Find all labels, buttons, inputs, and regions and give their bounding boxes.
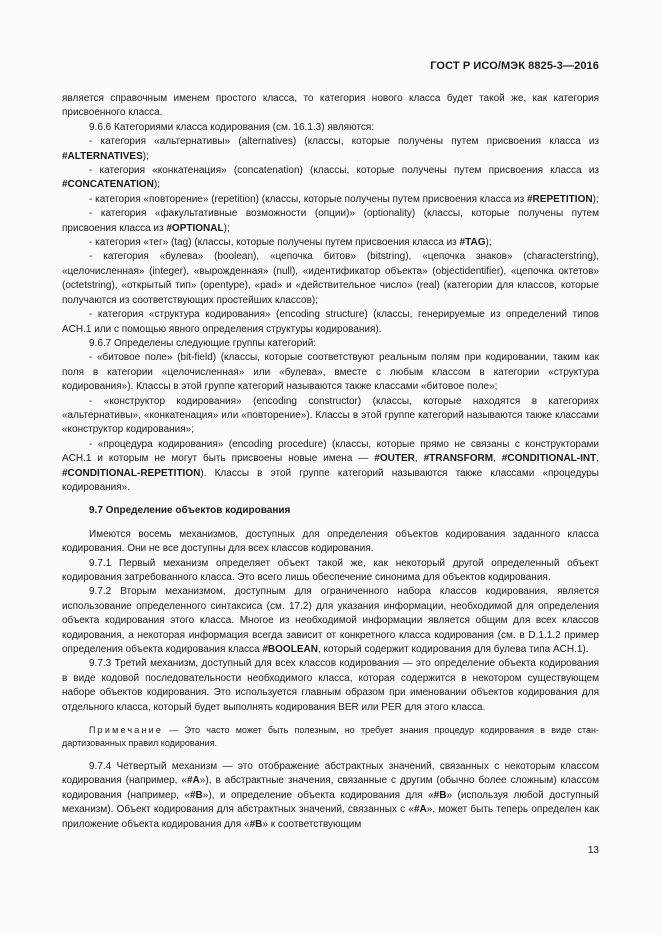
paragraph: 9.7.3 Третий механизм, доступный для всех классов кодирования — это определение объекта кодирования в виде кодовой последовательности необходимого класса, которая содержится в некотором существующем наборе объектов кодирования. Это используется главным образом при именовании объектов кодирования для отдельного класса, который будет выполнять кодирования BER или PER для этого класса.	[62, 658, 599, 713]
category-item: - категория «тег» (tag) (классы, которые получены путем присвоения класса из #TAG);	[89, 237, 492, 249]
group-item: - «конструктор кодирования» (encoding constructor) (классы, которые находятся в категориях «альтернативы», «конкатенация» или «повторение»). Классы в этой группе категорий называются также классами «конструктор кодирования»;	[62, 395, 599, 436]
spacer	[62, 519, 599, 528]
category-item: - категория «альтернативы» (alternatives) (классы, которые получены путем присвоения класса из #ALTERNATIVES);	[62, 136, 599, 162]
note: Примечание — Это часто может быть полезным, но требует знания процедур кодирования в виде стандартизованных правил кодирования.	[62, 725, 599, 749]
group-item: - «процедура кодирования» (encoding procedure) (классы, которые прямо не связаны с конструкторами ACH.1 и которым не могут быть присвоены новые имена — #OUTER, #TRANSFORM, #CONDITIONAL-INT, #CONDITIONAL-REPETITION). Классы в этой группе категорий называются также классами «процедуры кодирования».	[62, 438, 600, 493]
clause-9-6-6-lead: 9.6.6 Категориями класса кодирования (см. 16.1.3) являются:	[89, 121, 375, 133]
paragraph: Имеются восемь механизмов, доступных для определения объектов кодирования заданного класса кодирования. Они не все доступны для всех классов кодирования.	[62, 528, 599, 555]
group-item: - «битовое поле» (bit-field) (классы, которые соответствуют реальным полям при кодировании, таким как поля в категории «целочисленная» или «булева», вместе с любым классом в категории «структура кодирования»). Классы в этой группе категорий называются также классами «битовое поле»;	[62, 352, 599, 393]
spacer	[62, 715, 599, 724]
spacer	[62, 495, 599, 504]
paragraph: 9.7.1 Первый механизм определяет объект такой же, как некоторый другой определенный объект кодирования затребованного класса. Это всего лишь обеспечение синонима для объектов кодирования.	[62, 557, 599, 583]
clause-9-6-7-lead: 9.6.7 Определены следующие группы категорий:	[89, 337, 317, 349]
document-code-header: ГОСТ Р ИСО/МЭК 8825-3—2016	[430, 60, 599, 72]
category-item: - категория «факультативные возможности (опции)» (optionality) (классы, которые получены путем присвоения класса из #OPTIONAL);	[62, 208, 599, 234]
paragraph-continuation: является справочным именем простого класса, то категория нового класса будет такой же, как категория присвоенного класса.	[62, 93, 599, 119]
page-body	[62, 92, 599, 832]
note-label: Примечание	[89, 725, 164, 736]
section-heading: 9.7 Определение объектов кодирования	[89, 505, 291, 517]
category-item: - категория «булева» (boolean), «цепочка битов» (bitstring), «цепочка знаков» (characterstring), «целочисленная» (integer), «вырожденная» (null), «идентификатор объекта» (objectidentifier), «цепочка октетов» (octetstring), «открытый тип» (opentype), «pad» и «действительное число» (real) (категории для классов, которые получаются из соответствующих простейших классов);	[62, 251, 599, 306]
spacer	[62, 751, 599, 760]
page-number: 13	[587, 845, 599, 856]
paragraph: 9.7.4 Четвертый механизм — это отображение абстрактных значений, связанных с некоторым классом кодирования (например, «#A»), в абстрактные значения, связанные с другим (обычно более сложным) классом кодирования (например, «#B»), и определение объекта кодирования для «#B» (используя любой доступный механизм). Объект кодирования для абстрактных значений, связанных с «#A», может быть теперь определен как приложение объекта кодирования для «#B» к соответствующим	[62, 760, 600, 830]
category-item: - категория «конкатенация» (concatenation) (классы, которые получены путем присвоения класса из #CONCATENATION);	[62, 165, 599, 191]
category-item: - категория «повторение» (repetition) (классы, которые получены путем присвоения класса из #REPETITION);	[89, 193, 599, 205]
category-item: - категория «структура кодирования» (encoding structure) (классы, генерируемые из определений типов ACH.1 или с помощью явного определения структуры кодирования).	[62, 309, 599, 335]
paragraph: 9.7.2 Вторым механизмом, доступным для ограниченного набора классов кодирования, является использование определенного синтаксиса (см. 17.2) для указания информации, необходимой для определения объекта кодирования этого класса. Многое из необходимой информации является общим для всех классов кодирования, а некоторая информация всегда зависит от конкретного класса кодирования (см. в D.1.1.2 пример определения объекта кодирования класса #BOOLEAN, который содержит кодирования для булева типа ACH.1).	[62, 586, 599, 656]
